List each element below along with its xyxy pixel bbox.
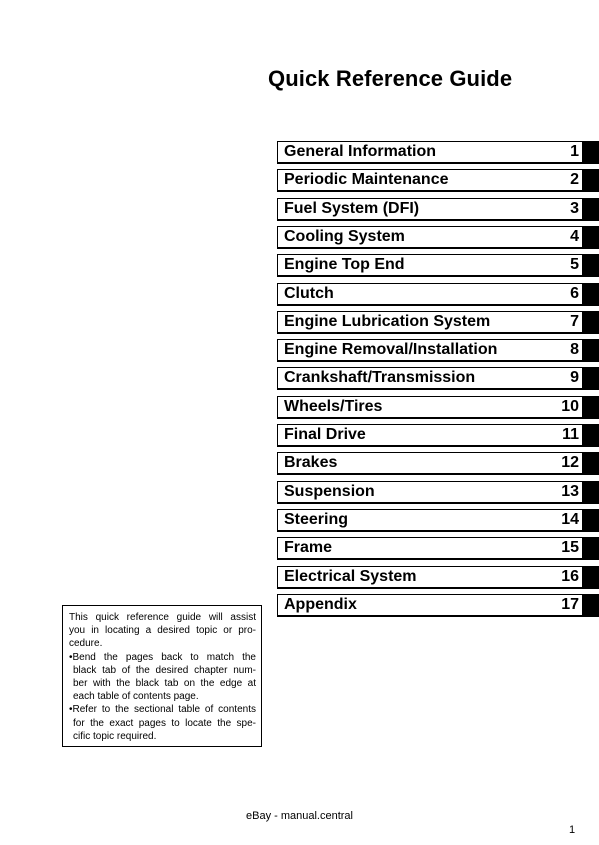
toc-item-label: Crankshaft/Transmission	[284, 369, 476, 387]
toc-item-label: Clutch	[284, 284, 334, 302]
toc-item-engine-removal-installation[interactable]	[277, 339, 599, 363]
page-number: 1	[569, 824, 576, 836]
page-title: Quick Reference Guide	[268, 66, 513, 91]
black-tab	[582, 481, 599, 504]
toc-item-engine-top-end[interactable]	[277, 254, 599, 278]
usage-note-box	[62, 605, 262, 747]
black-tab	[582, 396, 599, 419]
black-tab	[582, 537, 599, 560]
note-line: cific topic required.	[73, 730, 157, 742]
toc-item-number: 5	[570, 256, 579, 274]
black-tab	[582, 141, 599, 164]
toc-item-periodic-maintenance[interactable]	[277, 169, 599, 193]
toc-item-label: Electrical System	[284, 567, 417, 585]
footer-source-text: eBay - manual.central	[246, 810, 353, 822]
note-line: •Refer to the sectional table of contents	[69, 704, 256, 716]
toc-item-label: Final Drive	[284, 426, 366, 443]
note-line: each table of contents page.	[73, 691, 199, 703]
toc-item-brakes[interactable]	[277, 452, 599, 476]
black-tab	[582, 169, 599, 192]
toc-item-label: Engine Removal/Installation	[284, 341, 498, 359]
toc-item-label: Periodic Maintenance	[284, 171, 449, 189]
toc-item-frame-chapter[interactable]	[277, 537, 599, 561]
black-tab	[582, 339, 599, 362]
toc-item-general-information[interactable]	[277, 141, 599, 165]
note-line: •Bend the pages back to match the	[69, 651, 256, 663]
toc-item-wheels-tires[interactable]	[277, 396, 599, 420]
toc-item-engine-lubrication-system[interactable]	[277, 311, 599, 335]
toc-item-number: 11	[562, 426, 579, 443]
toc-item-label: Steering	[284, 510, 349, 528]
toc-item-label: Engine Lubrication System	[284, 312, 491, 330]
black-tab	[582, 367, 599, 390]
toc-item-number: 15	[561, 539, 579, 557]
black-tab	[582, 226, 599, 249]
toc-item-suspension[interactable]	[277, 481, 599, 505]
toc-item-appendix[interactable]	[277, 594, 599, 618]
toc-item-label: Engine Top End	[284, 256, 405, 274]
toc-item-number: 2	[570, 171, 579, 189]
toc-item-number: 9	[570, 369, 579, 387]
toc-item-label: Suspension	[284, 482, 375, 500]
toc-item-number: 3	[570, 199, 579, 217]
black-tab	[582, 566, 599, 589]
toc-item-number: 6	[570, 284, 579, 302]
toc-item-label: Fuel System (DFI)	[284, 199, 420, 217]
toc-item-electrical-system[interactable]	[277, 566, 599, 590]
black-tab	[582, 254, 599, 277]
toc-item-cooling-system[interactable]	[277, 226, 599, 250]
toc-item-clutch[interactable]	[277, 283, 599, 307]
toc-item-number: 4	[570, 227, 579, 245]
toc-item-label: Appendix	[284, 595, 357, 613]
toc-item-number: 7	[570, 312, 579, 330]
toc-item-number: 10	[561, 397, 579, 415]
note-line: for the exact pages to locate the spe-	[73, 717, 256, 729]
black-tab	[582, 311, 599, 334]
toc-item-number: 1	[570, 143, 579, 160]
note-line: ber with the black tab on the edge at	[73, 678, 256, 690]
toc-item-fuel-system[interactable]	[277, 198, 599, 222]
toc-item-label: Frame	[284, 539, 333, 557]
black-tab	[582, 452, 599, 475]
black-tab	[582, 509, 599, 532]
toc-item-number: 13	[561, 482, 579, 500]
toc-item-final-drive[interactable]	[277, 424, 599, 448]
note-line: you in locating a desired topic or pro-	[69, 625, 256, 637]
toc-item-label: Wheels/Tires	[284, 397, 383, 415]
toc-item-number: 14	[561, 510, 579, 528]
black-tab	[582, 198, 599, 221]
black-tab	[582, 424, 599, 447]
toc-item-number: 16	[561, 567, 579, 585]
toc-item-number: 8	[570, 341, 579, 359]
toc-item-label: General Information	[284, 143, 437, 160]
note-line: This quick reference guide will assist	[69, 612, 256, 623]
black-tab	[582, 283, 599, 306]
toc-item-steering[interactable]	[277, 509, 599, 533]
toc-item-number: 17	[561, 595, 579, 613]
note-line: black tab of the desired chapter num-	[73, 664, 256, 676]
toc-item-label: Brakes	[284, 454, 338, 472]
toc-item-number: 12	[561, 454, 579, 472]
toc-item-crankshaft-transmission[interactable]	[277, 367, 599, 391]
black-tab	[582, 594, 599, 617]
note-line: cedure.	[69, 638, 103, 650]
toc-item-label: Cooling System	[284, 227, 405, 245]
